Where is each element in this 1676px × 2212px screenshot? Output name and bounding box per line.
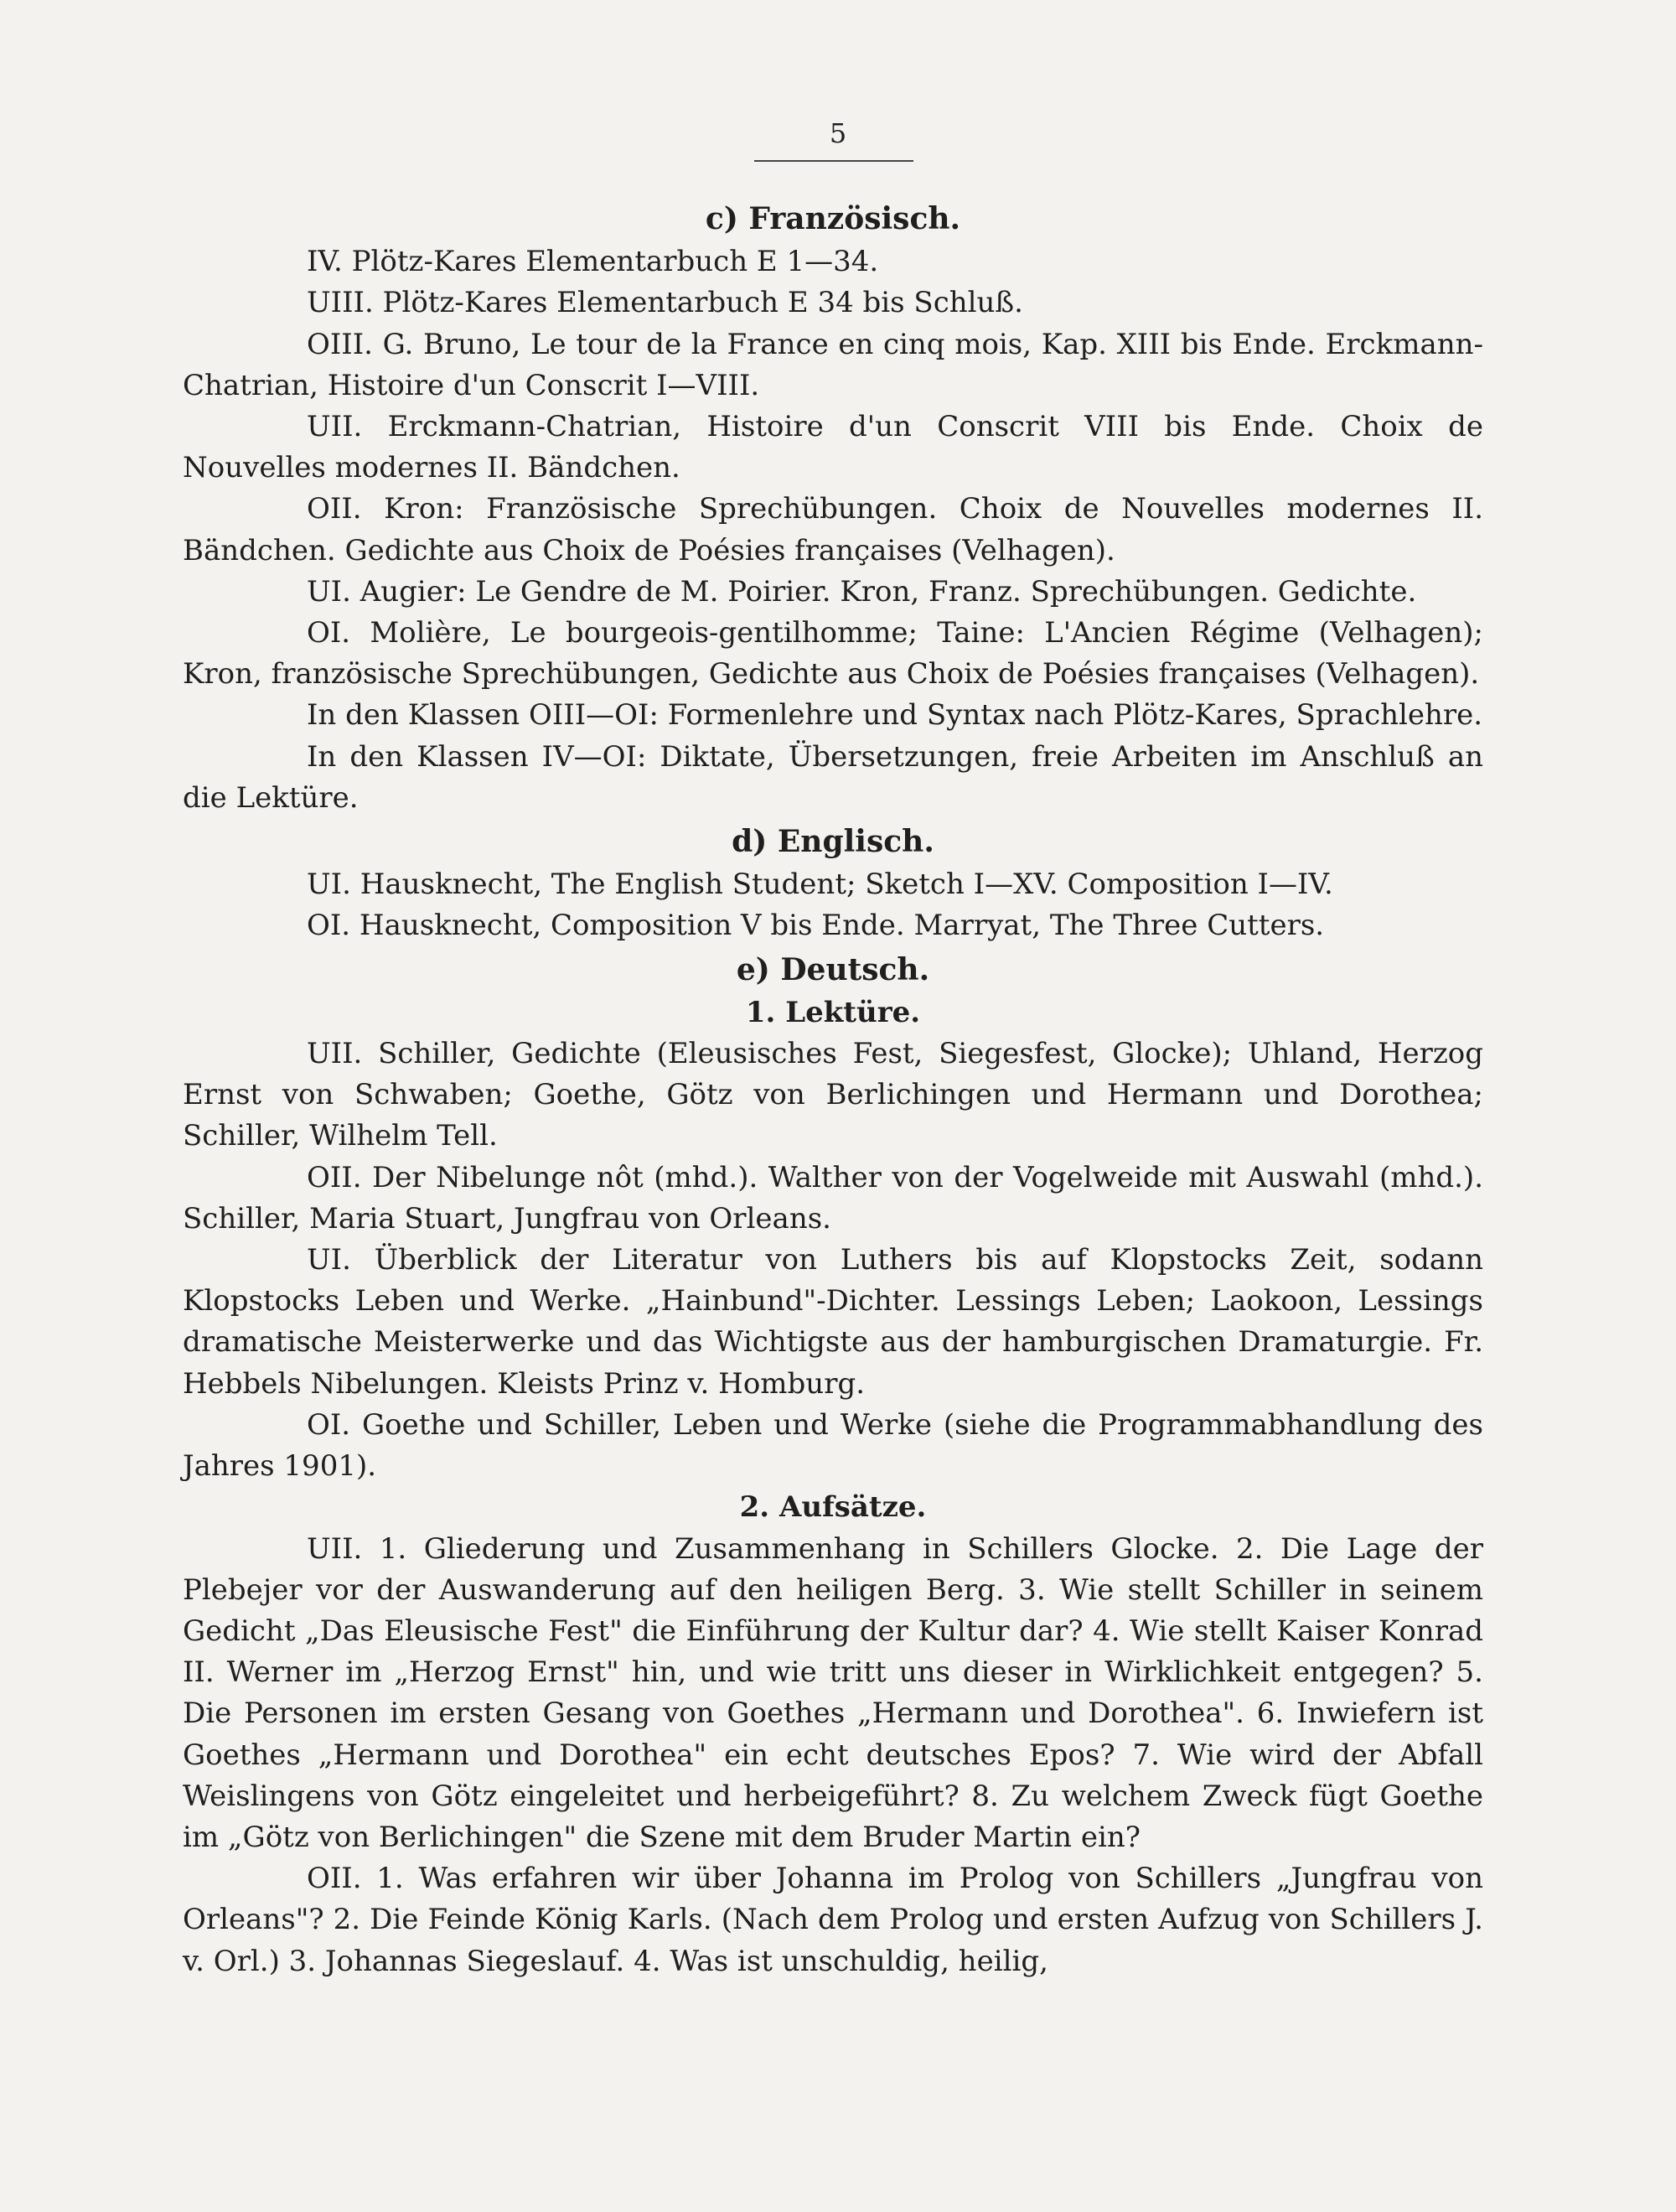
paragraph: OI. Molière, Le bourgeois-gentilhomme; Taine: L'Ancien Régime (Velhagen); Kron, französische Sprechübungen, Gedichte aus Choix de Poésies françaises (Velhagen). <box>183 616 1483 692</box>
page-number: 5 <box>829 117 847 149</box>
paragraph: OI. Goethe und Schiller, Leben und Werke (siehe die Programmabhandlung des Jahres 1901). <box>183 1407 1483 1484</box>
subheading-aufsaetze: 2. Aufsätze. <box>739 1490 927 1525</box>
section-heading-deutsch: e) Deutsch. <box>736 951 930 987</box>
paragraph: UII. Schiller, Gedichte (Eleusisches Fest, Siegesfest, Glocke); Uhland, Herzog Ernst von Schwaben; Goethe, Götz von Berlichingen und Hermann und Dorothea; Schiller, Wilhelm Tell. <box>183 1037 1483 1153</box>
paragraph: UII. 1. Gliederung und Zusammenhang in Schillers Glocke. 2. Die Lage der Plebejer vor der Auswanderung auf den heiligen Berg. 3. Wie stellt Schiller in seinem Gedicht „Das Eleusische Fest" die Einführung der Kultur dar? 4. Wie stellt Kaiser Konrad II. Werner im „Herzog Ernst" hin, und wie tritt uns dieser in Wirklichkeit entgegen? 5. Die Personen im ersten Gesang von Goethes „Hermann und Dorothea". 6. Inwiefern ist Goethes „Hermann und Dorothea" ein echt deutsches Epos? 7. Wie wird der Abfall Weislingens von Götz eingeleitet und herbeigeführt? 8. Zu welchem Zweck fügt Goethe im „Götz von Berlichingen" die Szene mit dem Bruder Martin ein? <box>183 1531 1483 1854</box>
paragraph: UI. Augier: Le Gendre de M. Poirier. Kron, Franz. Sprechübungen. Gedichte. <box>307 574 1417 609</box>
section-heading-englisch: d) Englisch. <box>732 824 934 860</box>
paragraph: OIII. G. Bruno, Le tour de la France en cinq mois, Kap. XIII bis Ende. Erckmann-Chatrian, Histoire d'un Conscrit I—VIII. <box>183 327 1483 402</box>
paragraph: UI. Hausknecht, The English Student; Sketch I—XV. Composition I—IV. <box>307 868 1333 902</box>
paragraph: UIII. Plötz-Kares Elementarbuch E 34 bis Schluß. <box>307 286 1023 320</box>
paragraph: OII. 1. Was erfahren wir über Johanna im Prolog von Schillers „Jungfrau von Orleans"? 2. Die Feinde König Karls. (Nach dem Prolog und ersten Aufzug von Schillers J. v. Orl.) 3. Johannas Siegeslauf. 4. Was ist unschuldig, heilig, <box>183 1862 1483 1978</box>
page-body <box>183 196 1483 1982</box>
paragraph: UII. Erckmann-Chatrian, Histoire d'un Conscrit VIII bis Ende. Choix de Nouvelles modernes II. Bändchen. <box>183 410 1483 485</box>
paragraph: In den Klassen IV—OI: Diktate, Übersetzungen, freie Arbeiten im Anschluß an die Lektüre. <box>183 739 1483 815</box>
paragraph: UI. Überblick der Literatur von Luthers bis auf Klopstocks Zeit, sodann Klopstocks Leben und Werke. „Hainbund"-Dichter. Lessings Leben; Laokoon, Lessings dramatische Meisterwerke und das Wichtigste aus der hamburgischen Dramaturgie. Fr. Hebbels Nibelungen. Kleists Prinz v. Homburg. <box>183 1243 1483 1401</box>
paragraph: OII. Der Nibelunge nôt (mhd.). Walther von der Vogelweide mit Auswahl (mhd.). Schiller, Maria Stuart, Jungfrau von Orleans. <box>183 1160 1483 1236</box>
subheading-lektuere: 1. Lektüre. <box>745 995 921 1029</box>
paragraph: OI. Hausknecht, Composition V bis Ende. Marryat, The Three Cutters. <box>307 909 1325 943</box>
page-number-rule <box>754 160 913 162</box>
section-heading-franzoesisch: c) Französisch. <box>705 201 961 236</box>
paragraph: In den Klassen OIII—OI: Formenlehre und Syntax nach Plötz-Kares, Sprachlehre. <box>307 698 1483 733</box>
paragraph: IV. Plötz-Kares Elementarbuch E 1—34. <box>307 245 879 279</box>
paragraph: OII. Kron: Französische Sprechübungen. Choix de Nouvelles modernes II. Bändchen. Gedichte aus Choix de Poésies françaises (Velhagen). <box>183 492 1483 567</box>
